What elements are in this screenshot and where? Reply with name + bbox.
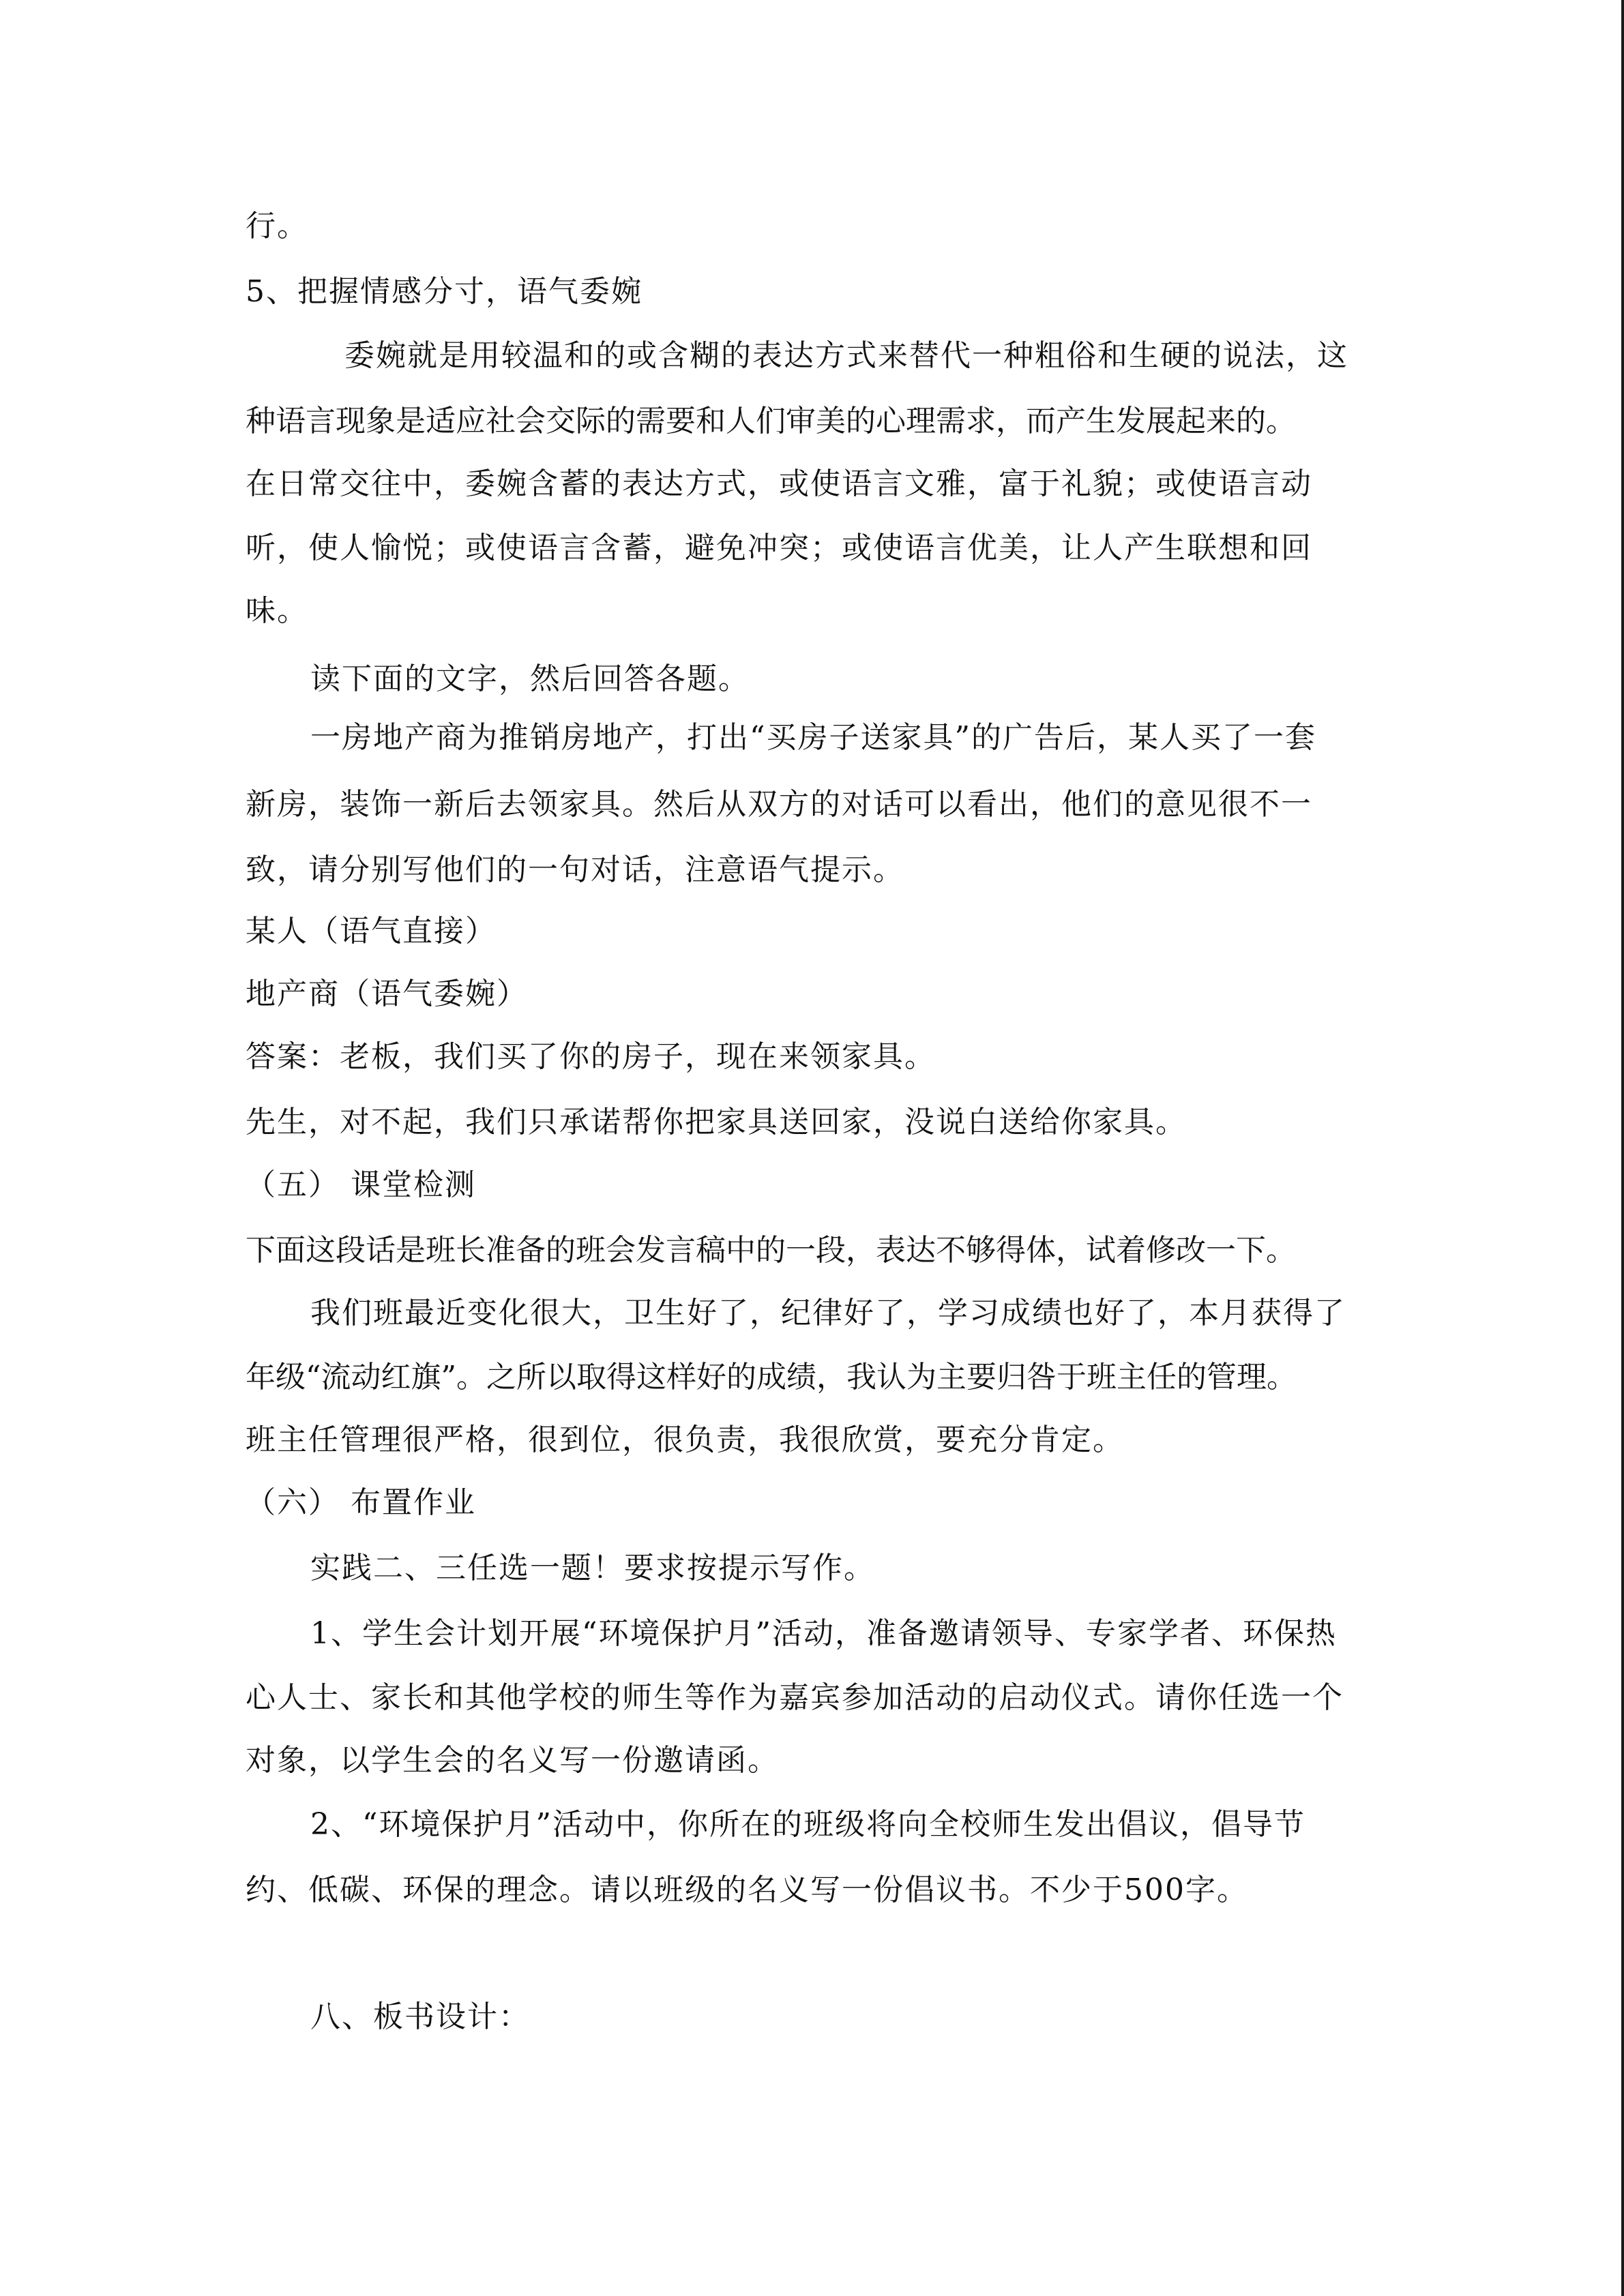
text-line: 味。 bbox=[246, 593, 308, 628]
text-line: 班主任管理很严格，很到位，很负责，我很欣赏，要充分肯定。 bbox=[246, 1422, 1124, 1457]
page-edge-divider bbox=[1621, 0, 1624, 2296]
text-line: 在日常交往中，委婉含蓄的表达方式，或使语言文雅，富于礼貌；或使语言动 bbox=[246, 466, 1312, 501]
text-line: 致，请分别写他们的一句对话，注意语气提示。 bbox=[246, 852, 904, 887]
text-line: 一房地产商为推销房地产，打出“买房子送家具”的广告后，某人买了一套 bbox=[310, 720, 1316, 755]
text-line: 约、低碳、环保的理念。请以班级的名义写一份倡议书。不少于500字。 bbox=[246, 1873, 1248, 1907]
text-line: 对象，以学生会的名义写一份邀请函。 bbox=[246, 1743, 779, 1778]
text-line: 答案：老板，我们买了你的房子，现在来领家具。 bbox=[246, 1039, 936, 1074]
text-line: 读下面的文字，然后回答各题。 bbox=[310, 661, 750, 696]
text-line: 种语言现象是适应社会交际的需要和人们审美的心理需求，而产生发展起来的。 bbox=[246, 404, 1296, 438]
text-line: 委婉就是用较温和的或含糊的表达方式来替代一种粗俗和生硬的说法，这 bbox=[344, 338, 1348, 373]
section-heading: （五） 课堂检测 bbox=[246, 1167, 476, 1202]
text-line: 1、学生会计划开展“环境保护月”活动，准备邀请领导、专家学者、环保热 bbox=[310, 1616, 1337, 1651]
text-line: 2、“环境保护月”活动中，你所在的班级将向全校师生发出倡议，倡导节 bbox=[310, 1807, 1305, 1842]
text-line: 先生，对不起，我们只承诺帮你把家具送回家，没说白送给你家具。 bbox=[246, 1105, 1187, 1139]
section-heading: 八、板书设计： bbox=[310, 1999, 530, 2034]
text-line: 我们班最近变化很大，卫生好了，纪律好了，学习成绩也好了，本月获得了 bbox=[310, 1296, 1346, 1330]
section-heading: （六） 布置作业 bbox=[246, 1485, 476, 1520]
text-line: 新房，装饰一新后去领家具。然后从双方的对话可以看出，他们的意见很不一 bbox=[246, 787, 1312, 822]
text-line: 心人士、家长和其他学校的师生等作为嘉宾参加活动的启动仪式。请你任选一个 bbox=[246, 1680, 1344, 1715]
text-line: 年级“流动红旗”。之所以取得这样好的成绩，我认为主要归咎于班主任的管理。 bbox=[246, 1360, 1297, 1395]
text-line: 地产商（语气委婉） bbox=[246, 976, 528, 1011]
text-line: 某人（语气直接） bbox=[246, 914, 497, 949]
text-line: 下面这段话是班长准备的班会发言稿中的一段，表达不够得体，试着修改一下。 bbox=[246, 1233, 1296, 1268]
section-heading: 5、把握情感分寸，语气委婉 bbox=[246, 274, 643, 309]
text-line: 实践二、三任选一题！要求按提示写作。 bbox=[310, 1551, 875, 1585]
text-line: 听，使人愉悦；或使语言含蓄，避免冲突；或使语言优美，让人产生联想和回 bbox=[246, 531, 1312, 565]
text-line: 行。 bbox=[246, 209, 308, 243]
